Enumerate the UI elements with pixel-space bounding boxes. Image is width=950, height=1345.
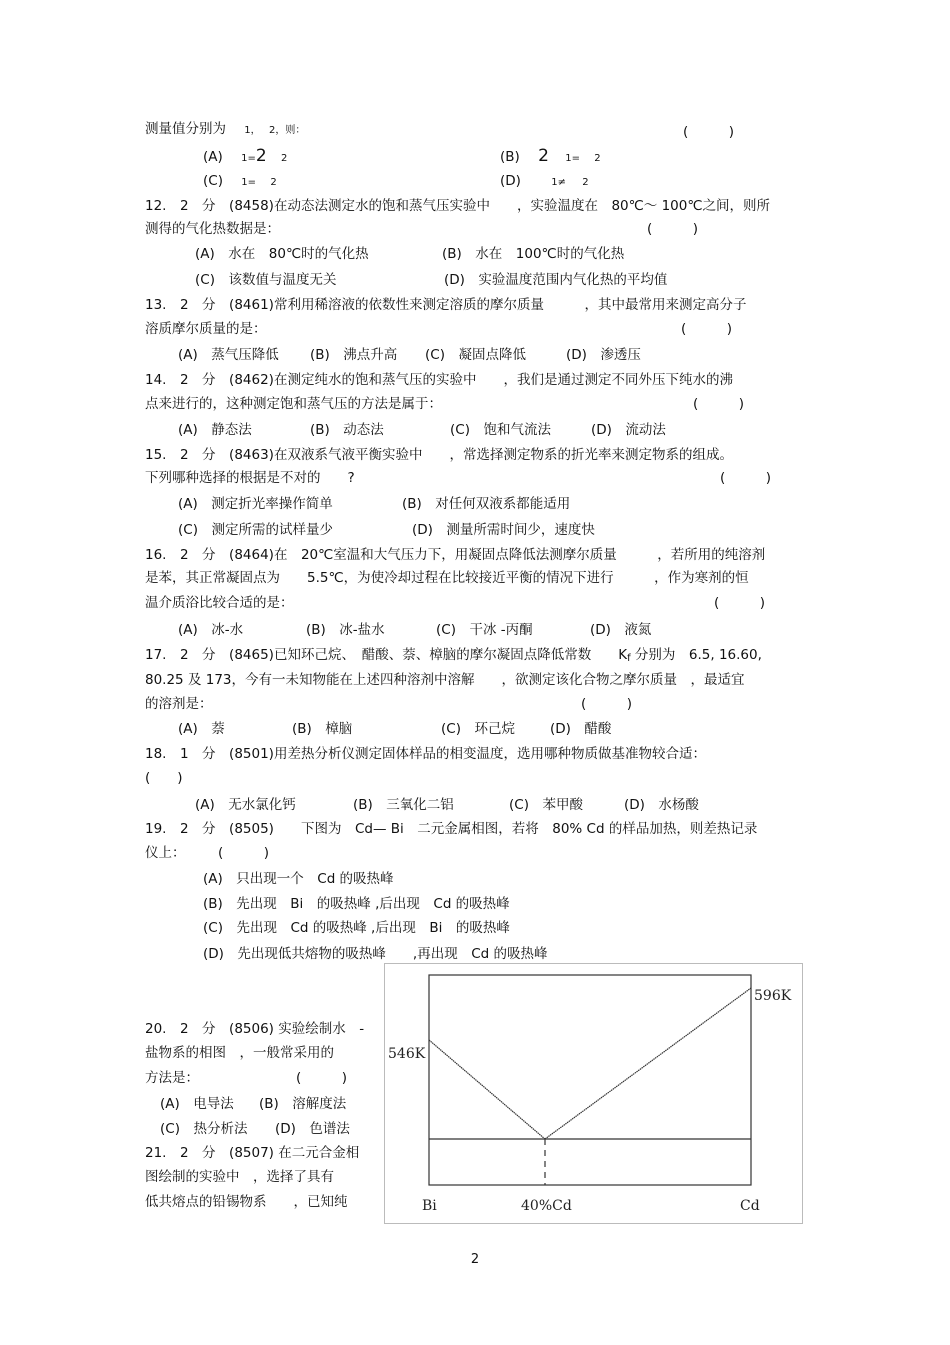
- q19-option-d: (D) 先出现低共熔物的吸热峰 ,再出现 Cd 的吸热峰: [203, 946, 548, 962]
- q19-line-1: 19. 2 分 (8505) 下图为 Cd— Bi 二元金属相图，若将 80% Cd 的样品加热，则差热记录: [145, 821, 758, 837]
- q11-answer-paren: ( ): [683, 124, 735, 140]
- q13-answer-paren: ( ): [681, 321, 733, 337]
- q11-text-c: 2，则：: [268, 125, 306, 136]
- q11-option-a-end: 2: [280, 153, 288, 164]
- q18-option-b: (B) 三氧化二铝: [353, 797, 454, 813]
- q16-answer-paren: ( ): [714, 595, 766, 611]
- q16-line-1: 16. 2 分 (8464)在 20℃室温和大气压力下，用凝固点降低法测摩尔质量 ，若所用的纯溶剂: [145, 547, 766, 563]
- q20-option-b: (B) 溶解度法: [259, 1096, 347, 1112]
- q15-option-a: (A) 测定折光率操作简单: [178, 496, 333, 512]
- q11-option-b-label: (B): [500, 149, 520, 165]
- q18-option-d: (D) 水杨酸: [624, 797, 699, 813]
- q11-option-c-label: (C): [203, 173, 223, 189]
- q12-answer-paren: ( ): [647, 221, 699, 237]
- q17-line-1-a: 17. 2 分 (8465)已知环己烷、 醋酸、萘、樟脑的摩尔凝固点降低常数 K: [145, 647, 628, 663]
- q16-option-c: (C) 干冰 -丙酮: [436, 622, 533, 638]
- q12-option-a: (A) 水在 80℃时的气化热: [195, 246, 369, 262]
- q11-text-a: 测量值分别为: [145, 121, 226, 137]
- q15-option-b: (B) 对任何双液系都能适用: [402, 496, 571, 512]
- q17-kf-subscript: f: [627, 653, 631, 664]
- q11-option-c-sub: 1=: [241, 177, 257, 188]
- label-596k: 596K: [754, 988, 792, 1004]
- q11-option-c-end: 2: [270, 177, 277, 188]
- q13-line-1: 13. 2 分 (8461)常利用稀溶液的依数性来测定溶质的摩尔质量 ，其中最常用来测定高分子: [145, 297, 747, 313]
- q19-answer-paren: ( ): [218, 845, 270, 861]
- q18-line-1: 18. 1 分 (8501)用差热分析仪测定固体样品的相变温度，选用哪种物质做基准物较合适：: [145, 746, 706, 762]
- q13-option-b: (B) 沸点升高: [310, 347, 398, 363]
- q20-line-3: 方法是：: [145, 1070, 199, 1086]
- q21-line-3: 低共熔点的铅锡物系 ，已知纯: [145, 1194, 348, 1210]
- q11-option-b-end: 2: [594, 153, 601, 164]
- page-number: 2: [470, 1252, 480, 1267]
- q14-line-2: 点来进行的，这种测定饱和蒸气压的方法是属于：: [145, 396, 442, 412]
- q14-option-b: (B) 动态法: [310, 422, 384, 438]
- q20-option-d: (D) 色谱法: [275, 1121, 350, 1137]
- q19-option-a: (A) 只出现一个 Cd 的吸热峰: [203, 871, 394, 887]
- q19-option-c: (C) 先出现 Cd 的吸热峰 ,后出现 Bi 的吸热峰: [203, 920, 510, 936]
- q21-line-1: 21. 2 分 (8507) 在二元合金相: [145, 1145, 360, 1161]
- q16-line-2: 是苯，其正常凝固点为 5.5℃，为使冷却过程在比较接近平衡的情况下进行 ，作为寒剂的恒: [145, 570, 749, 586]
- q18-answer-paren: ( ): [145, 770, 183, 786]
- diagram-plot-box: [429, 975, 751, 1185]
- q20-option-c: (C) 热分析法: [160, 1121, 248, 1137]
- q17-option-a: (A) 萘: [178, 721, 225, 737]
- q11-option-a-label: (A): [203, 149, 223, 165]
- q15-answer-paren: ( ): [720, 470, 772, 486]
- q11-text-b: 1，: [244, 125, 261, 136]
- q14-line-1: 14. 2 分 (8462)在测定纯水的饱和蒸气压的实验中 ，我们是通过测定不同外压下纯水的沸: [145, 372, 733, 388]
- q11-option-a-sub: 1=: [241, 153, 256, 164]
- q17-option-c: (C) 环己烷: [441, 721, 515, 737]
- q20-line-1: 20. 2 分 (8506) 实验绘制水 -: [145, 1021, 365, 1037]
- label-40-cd: 40%Cd: [521, 1198, 572, 1214]
- q11-option-d-sub: 1≠: [551, 177, 566, 188]
- q12-line-2: 测得的气化热数据是：: [145, 221, 280, 237]
- q11-text: [145, 120, 305, 140]
- q17-line-3: 的溶剂是：: [145, 696, 213, 712]
- label-cd: Cd: [740, 1198, 760, 1214]
- q17-option-d: (D) 醋酸: [550, 721, 612, 737]
- q15-line-2: 下列哪种选择的根据是不对的 ?: [145, 470, 355, 486]
- q16-line-3: 温介质浴比较合适的是：: [145, 595, 294, 611]
- q13-option-d: (D) 渗透压: [566, 347, 641, 363]
- q12-line-1: 12. 2 分 (8458)在动态法测定水的饱和蒸气压实验中 ，实验温度在 80℃～ 100℃之间，则所: [145, 198, 771, 214]
- q14-option-c: (C) 饱和气流法: [450, 422, 551, 438]
- q15-line-1: 15. 2 分 (8463)在双液系气液平衡实验中 ，常选择测定物系的折光率来测定物系的组成。: [145, 447, 733, 463]
- label-546k: 546K: [388, 1046, 426, 1062]
- phase-diagram: [384, 963, 806, 1225]
- q14-answer-paren: ( ): [693, 396, 745, 412]
- q11-option-d-label: (D): [500, 173, 521, 189]
- q11-option-d: [500, 172, 589, 192]
- liquidus-cd-side: [545, 988, 751, 1139]
- q11-option-b: [500, 147, 601, 168]
- q17-line-2: 80.25 及 173，今有一未知物能在上述四种溶剂中溶解 ，欲测定该化合物之摩尔质量 ，最适宜: [145, 672, 745, 688]
- q11-option-c: [203, 172, 277, 192]
- liquidus-bi-side: [429, 1040, 545, 1139]
- q13-option-a: (A) 蒸气压降低: [178, 347, 279, 363]
- q17-option-b: (B) 樟脑: [292, 721, 353, 737]
- q18-option-a: (A) 无水氯化钙: [195, 797, 296, 813]
- q21-line-2: 图绘制的实验中 ，选择了具有: [145, 1169, 334, 1185]
- q11-option-d-end: 2: [582, 177, 589, 188]
- q20-option-a: (A) 电导法: [160, 1096, 234, 1112]
- q13-option-c: (C) 凝固点降低: [425, 347, 526, 363]
- q18-option-c: (C) 苯甲酸: [509, 797, 583, 813]
- q11-option-b-big: 2: [538, 146, 549, 166]
- label-bi: Bi: [422, 1198, 437, 1214]
- q20-answer-paren: ( ): [296, 1070, 348, 1086]
- q13-line-2: 溶质摩尔质量的是：: [145, 321, 267, 337]
- q17-answer-paren: ( ): [581, 696, 633, 712]
- q12-option-b: (B) 水在 100℃时的气化热: [442, 246, 625, 262]
- q16-option-b: (B) 冰-盐水: [306, 622, 385, 638]
- q15-option-d: (D) 测量所需时间少，速度快: [412, 522, 595, 538]
- q12-option-d: (D) 实验温度范围内气化热的平均值: [444, 272, 668, 288]
- q15-option-c: (C) 测定所需的试样量少: [178, 522, 333, 538]
- q19-option-b: (B) 先出现 Bi 的吸热峰 ,后出现 Cd 的吸热峰: [203, 896, 510, 912]
- q11-option-a: [203, 147, 287, 168]
- q19-line-2: 仪上：: [145, 845, 186, 861]
- q20-line-2: 盐物系的相图 ，一般常采用的: [145, 1045, 334, 1061]
- q16-option-a: (A) 冰-水: [178, 622, 244, 638]
- q11-option-a-big: 2: [255, 146, 267, 166]
- q14-option-a: (A) 静态法: [178, 422, 252, 438]
- q11-option-b-sub: 1=: [565, 153, 580, 164]
- q16-option-d: (D) 液氮: [590, 622, 652, 638]
- q12-option-c: (C) 该数值与温度无关: [195, 272, 337, 288]
- q17-line-1: [145, 646, 762, 668]
- q17-line-1-b: 分别为 6.5, 16.60,: [634, 647, 762, 663]
- q14-option-d: (D) 流动法: [591, 422, 666, 438]
